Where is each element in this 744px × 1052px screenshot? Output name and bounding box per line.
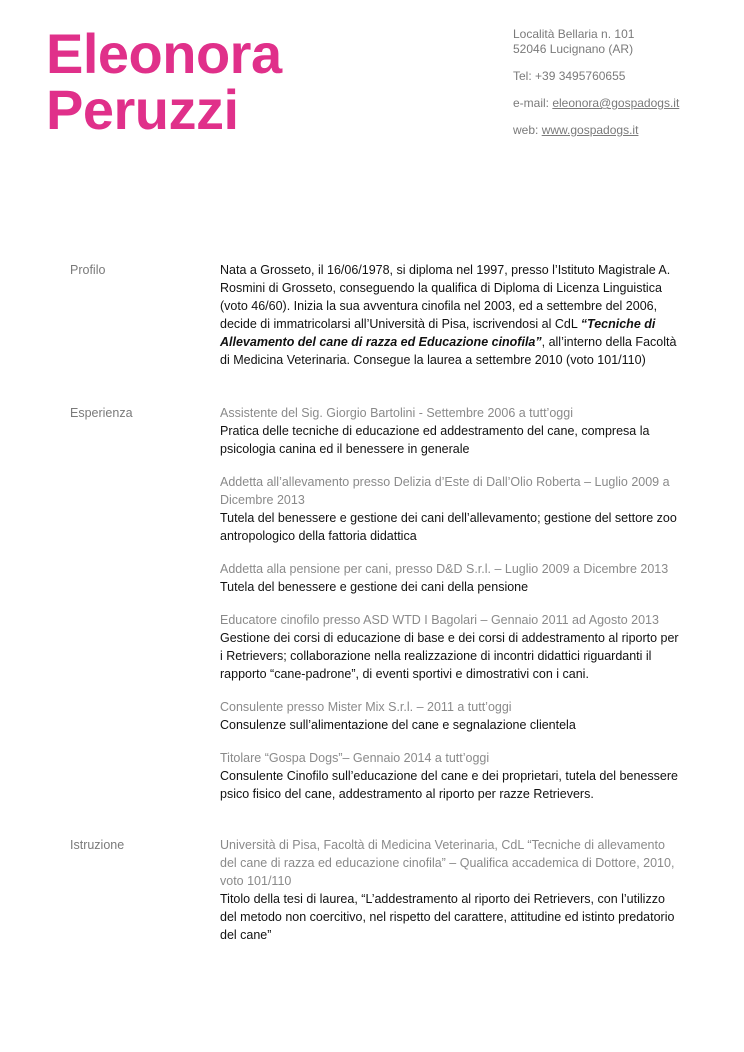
experience-description: Pratica delle tecniche di educazione ed addestramento del cane, compresa la psicologia canina ed il benessere in generale	[220, 424, 650, 456]
thesis-description: Titolo della tesi di laurea, “L’addestramento al riporto dei Retrievers, con l’utilizzo del metodo non coercitivo, nel rispetto del carattere, attitudine ed istinto predatorio del cane”	[220, 892, 675, 942]
esperienza-list	[220, 404, 682, 803]
web-label: web:	[513, 123, 542, 137]
education-entry	[220, 836, 682, 944]
experience-title: Addetta alla pensione per cani, presso D&D S.r.l. – Luglio 2009 a Dicembre 2013	[220, 562, 669, 576]
experience-entry	[220, 560, 682, 596]
course-name: “Tecniche di Allevamento del cane di razza ed Educazione cinofila”	[220, 317, 656, 349]
candidate-name	[46, 22, 282, 141]
profilo-paragraph	[220, 261, 682, 369]
phone-line	[513, 69, 679, 84]
address-line1: Località Bellaria n. 101	[513, 27, 635, 41]
section-label-profilo: Profilo	[70, 263, 106, 277]
experience-entry	[220, 749, 682, 803]
experience-description: Tutela del benessere e gestione dei cani della pensione	[220, 580, 529, 594]
profilo-intro: Nata a Grosseto, il 16/06/1978, si diploma nel 1997, presso l’Istituto Magistrale A. Rosmini di Grosseto, conseguendo la qualifica di Diploma di Licenza Linguistica (voto 46/60). Inizia la sua avventura cinofila nel 2003, ed a settembre del 2006, decide di immatricolarsi all’Università di Pisa, iscrivendosi al CdL	[220, 263, 671, 331]
education-title: Università di Pisa, Facoltà di Medicina Veterinaria, CdL “Tecniche di allevamento del cane di razza ed educazione cinofila” – Qualifica accademica di Dottore, 2010, voto 101/110	[220, 838, 675, 888]
website-link[interactable]: www.gospadogs.it	[541, 123, 639, 137]
profilo-body	[220, 261, 682, 369]
phone-number: +39 3495760655	[535, 69, 626, 83]
experience-description: Consulente Cinofilo sull’educazione del cane e dei proprietari, tutela del benessere psico fisico del cane, addestramento al riporto per razze Retrievers.	[220, 769, 678, 801]
experience-description: Consulenze sull’alimentazione del cane e segnalazione clientela	[220, 718, 576, 732]
experience-entry	[220, 611, 682, 683]
web-line	[513, 123, 679, 138]
email-label: e-mail:	[513, 96, 553, 110]
email-link[interactable]: eleonora@gospadogs.it	[552, 96, 680, 110]
experience-description: Gestione dei corsi di educazione di base e dei corsi di addestramento al riporto per i Retrievers; collaborazione nella realizzazione di incontri didattici riguardanti il rapporto “cane-padrone”, di eventi sportivi e dimostrativi con i cani.	[220, 631, 679, 681]
experience-title: Educatore cinofilo presso ASD WTD I Bagolari – Gennaio 2011 ad Agosto 2013	[220, 613, 659, 627]
experience-entry	[220, 473, 682, 545]
experience-title: Addetta all’allevamento presso Delizia d’Este di Dall’Olio Roberta – Luglio 2009 a Dicembre 2013	[220, 475, 670, 507]
first-name: Eleonora	[46, 22, 282, 85]
experience-description: Tutela del benessere e gestione dei cani dell’allevamento; gestione del settore zoo antropologico della fattoria didattica	[220, 511, 677, 543]
experience-entry	[220, 698, 682, 734]
experience-entry	[220, 404, 682, 458]
istruzione-list	[220, 836, 682, 944]
email-line	[513, 96, 679, 111]
section-label-istruzione: Istruzione	[70, 838, 125, 852]
contact-block	[513, 27, 679, 138]
section-label-esperienza: Esperienza	[70, 406, 133, 420]
experience-title: Assistente del Sig. Giorgio Bartolini - Settembre 2006 a tutt’oggi	[220, 406, 573, 420]
address-line2: 52046 Lucignano (AR)	[513, 42, 634, 56]
phone-label: Tel:	[513, 69, 536, 83]
profilo-outro: , all’interno della Facoltà di Medicina Veterinaria. Consegue la laurea a settembre 2010 (voto 101/110)	[220, 335, 677, 367]
experience-title: Consulente presso Mister Mix S.r.l. – 2011 a tutt’oggi	[220, 700, 512, 714]
experience-title: Titolare “Gospa Dogs”– Gennaio 2014 a tutt’oggi	[220, 751, 490, 765]
last-name: Peruzzi	[46, 78, 239, 141]
